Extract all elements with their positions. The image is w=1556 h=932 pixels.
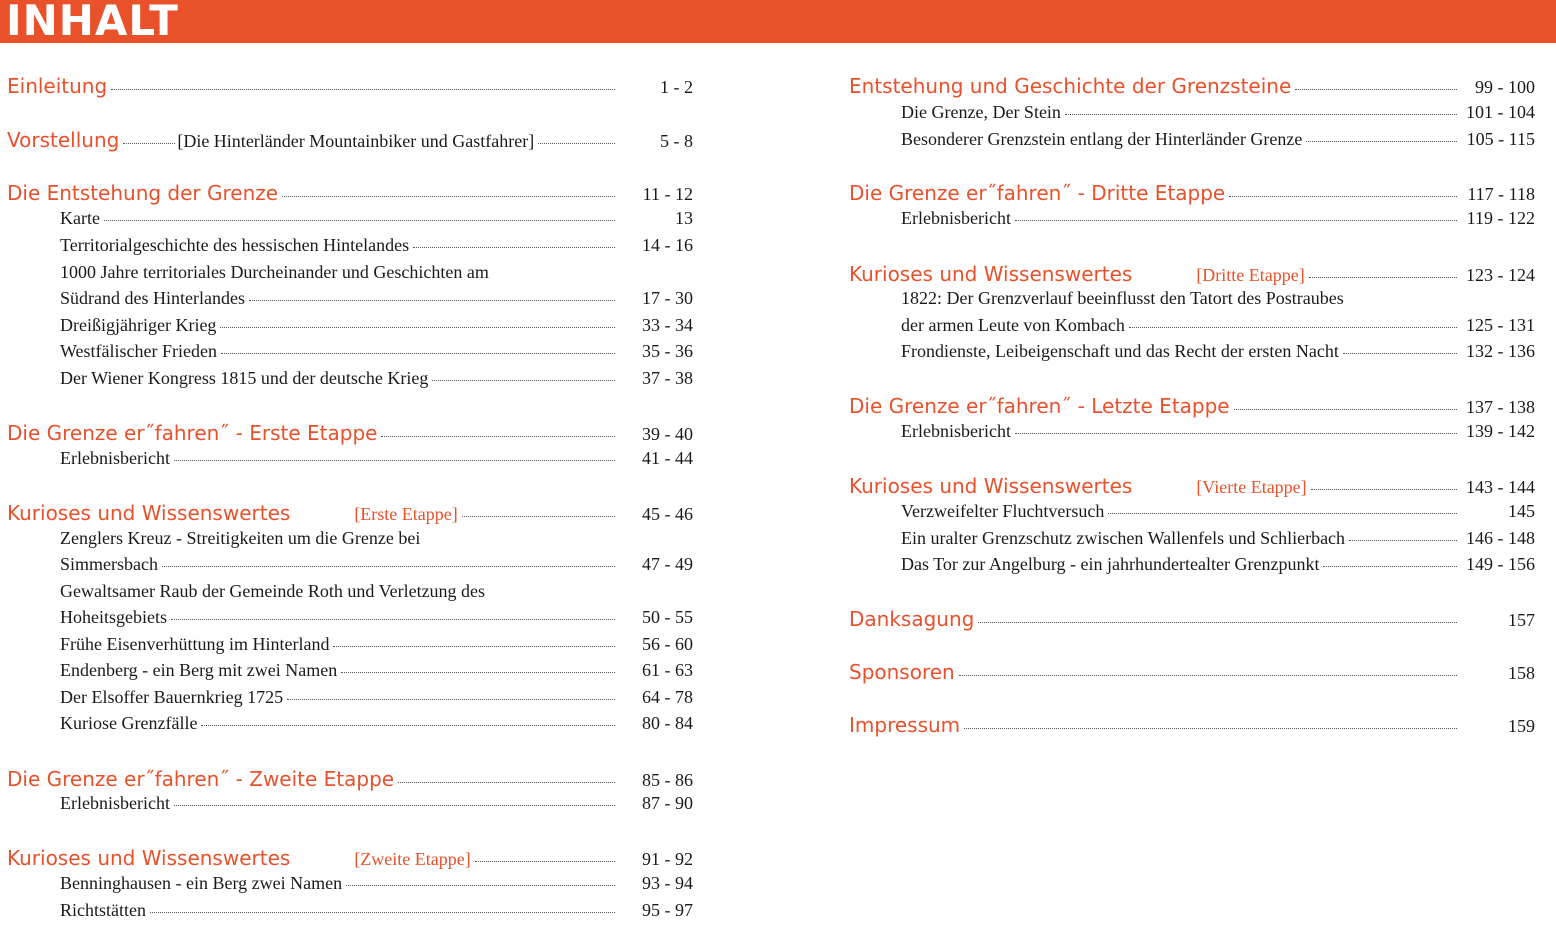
page-title: INHALT [6,0,179,45]
dot-leader [964,728,1457,729]
page-range: 125 - 131 [1466,315,1535,335]
dot-leader [475,861,615,862]
page-range: 137 - 138 [1466,397,1535,417]
page-range: 11 - 12 [642,184,693,204]
toc-section-row [7,846,693,870]
page-range: 99 - 100 [1475,77,1535,97]
toc-item-title: Besonderer Grenzstein entlang der Hinterländer Grenze [901,129,1303,149]
toc-item-row [60,288,693,309]
page-range: 33 - 34 [642,315,693,335]
dot-leader [1129,327,1457,328]
toc-item-row [60,315,693,336]
page-range: 1 - 2 [660,77,693,97]
page-range: 143 - 144 [1466,477,1535,497]
toc-item-title: Zenglers Kreuz - Streitigkeiten um die Grenze bei [60,528,421,548]
toc-item-row [60,448,693,469]
toc-item-title: 1000 Jahre territoriales Durcheinander und Geschichten am [60,262,489,282]
dot-leader [381,436,615,437]
toc-item-line [901,288,1535,309]
dot-leader [1306,141,1457,142]
toc-section-title: Einleitung [7,74,108,98]
toc-item-row [901,102,1535,123]
toc-section-row [849,181,1535,205]
toc-section-subtitle: [Die Hinterländer Mountainbiker und Gastfahrer] [177,131,535,151]
toc-item-title: Der Wiener Kongress 1815 und der deutsche Krieg [60,368,429,388]
toc-section-row [7,421,693,445]
toc-item-row [901,129,1535,150]
dot-leader [538,143,615,144]
toc-item-row [901,501,1535,522]
toc-section-title: Kurioses und Wissenswertes [7,846,291,870]
dot-leader [1323,566,1457,567]
dot-leader [171,619,615,620]
toc-item-row [901,528,1535,549]
dot-leader [341,672,615,673]
toc-item-title: Gewaltsamer Raub der Gemeinde Roth und Verletzung des [60,581,486,601]
dot-leader [1015,433,1457,434]
page-range: 119 - 122 [1466,208,1535,228]
dot-leader [398,782,615,783]
toc-item-line [60,581,693,602]
page-range: 37 - 38 [642,368,693,388]
dot-leader [1343,353,1457,354]
dot-leader [1234,409,1457,410]
page-range: 61 - 63 [642,660,693,680]
toc-item-title: der armen Leute von Kombach [901,315,1125,335]
toc-section-title: Die Grenze er˝fahren˝ - Dritte Etappe [849,181,1226,205]
page-range: 149 - 156 [1466,554,1535,574]
dot-leader [978,622,1457,623]
toc-section-row [849,660,1535,684]
toc-section-subtitle: [Zweite Etappe] [354,849,471,869]
page-range: 139 - 142 [1466,421,1535,441]
dot-leader [150,912,615,913]
page-range: 117 - 118 [1467,184,1535,204]
dot-leader [111,89,615,90]
dot-leader [1309,277,1457,278]
toc-left-column [7,0,693,932]
toc-section-row [849,74,1535,98]
page-range: 5 - 8 [660,131,693,151]
toc-item-title: Richtstätten [60,900,146,920]
toc-section-row [7,128,693,152]
dot-leader [221,353,615,354]
toc-item-row [901,554,1535,575]
dot-leader [249,300,615,301]
toc-item-row [60,607,693,628]
toc-section-row [7,181,693,205]
dot-leader [1349,540,1457,541]
toc-item-row [60,368,693,389]
page-range: 41 - 44 [642,448,693,468]
page-range: 39 - 40 [642,424,693,444]
toc-section-title: Die Grenze er˝fahren˝ - Erste Etappe [7,421,378,445]
toc-section-title: Danksagung [849,607,975,631]
toc-item-row [901,208,1535,229]
toc-item-row [901,421,1535,442]
toc-item-title: Erlebnisbericht [60,448,170,468]
toc-section-row [849,713,1535,737]
toc-section-title: Die Grenze er˝fahren˝ - Letzte Etappe [849,394,1230,418]
dot-leader [1295,89,1457,90]
dot-leader [104,220,615,221]
toc-section-row [7,501,693,525]
toc-item-row [901,315,1535,336]
dot-leader [413,247,615,248]
toc-section-row [849,394,1535,418]
toc-item-title: Frondienste, Leibeigenschaft und das Recht der ersten Nacht [901,341,1339,361]
page-range: 35 - 36 [642,341,693,361]
toc-item-title: Der Elsoffer Bauernkrieg 1725 [60,687,284,707]
toc-section-title: Die Entstehung der Grenze [7,181,279,205]
dot-leader [333,646,615,647]
page-range: 95 - 97 [642,900,693,920]
dot-leader [1015,220,1457,221]
toc-section-row [7,74,693,98]
page-range: 158 [1508,663,1535,683]
toc-item-row [60,235,693,256]
toc-item-title: Benninghausen - ein Berg zwei Namen [60,873,343,893]
dot-leader [346,885,615,886]
toc-right-column [849,0,1535,932]
toc-item-title: Kuriose Grenzfälle [60,713,198,733]
toc-item-row [60,900,693,921]
dot-leader [201,725,615,726]
toc-item-row [60,713,693,734]
toc-item-row [60,341,693,362]
toc-section-row [7,767,693,791]
page-range: 159 [1508,716,1535,736]
toc-section-title: Kurioses und Wissenswertes [849,474,1133,498]
toc-section-subtitle: [Dritte Etappe] [1196,265,1305,285]
toc-section-title: Impressum [849,713,961,737]
toc-section-title: Die Grenze er˝fahren˝ - Zweite Etappe [7,767,395,791]
page-range: 80 - 84 [642,713,693,733]
toc-section-title: Entstehung und Geschichte der Grenzsteine [849,74,1292,98]
toc-section-title: Sponsoren [849,660,955,684]
toc-item-row [60,687,693,708]
page-range: 123 - 124 [1466,265,1535,285]
dot-leader [1229,196,1457,197]
dot-leader [462,516,615,517]
toc-item-title: Westfälischer Frieden [60,341,217,361]
dot-leader [1065,114,1457,115]
dot-leader [282,196,615,197]
page-range: 146 - 148 [1466,528,1535,548]
page-range: 17 - 30 [642,288,693,308]
toc-item-title: Erlebnisbericht [901,208,1011,228]
toc-section-row [849,262,1535,286]
toc-item-row [60,660,693,681]
page-range: 56 - 60 [642,634,693,654]
toc-item-title: Südrand des Hinterlandes [60,288,245,308]
toc-item-row [60,554,693,575]
toc-section-title: Kurioses und Wissenswertes [849,262,1133,286]
dot-leader [959,675,1457,676]
toc-item-title: Karte [60,208,100,228]
toc-section-subtitle: [Erste Etappe] [354,504,458,524]
page-range: 132 - 136 [1466,341,1535,361]
toc-item-row [60,634,693,655]
toc-item-row [60,873,693,894]
toc-item-title: Ein uralter Grenzschutz zwischen Wallenfels und Schlierbach [901,528,1346,548]
page-range: 85 - 86 [642,770,693,790]
dot-leader [174,805,615,806]
page-range: 105 - 115 [1466,129,1535,149]
dot-leader [1311,489,1457,490]
page-range: 157 [1508,610,1535,630]
dot-leader [123,143,175,144]
toc-section-subtitle: [Vierte Etappe] [1196,477,1307,497]
dot-leader [432,380,615,381]
toc-item-title: Verzweifelter Fluchtversuch [901,501,1105,521]
dot-leader [220,327,615,328]
dot-leader [1108,513,1457,514]
toc-item-title: Frühe Eisenverhüttung im Hinterland [60,634,330,654]
toc-item-title: Endenberg - ein Berg mit zwei Namen [60,660,338,680]
toc-item-line [60,262,693,283]
page-range: 93 - 94 [642,873,693,893]
toc-item-line [60,528,693,549]
page-range: 101 - 104 [1466,102,1535,122]
page-range: 145 [1508,501,1535,521]
page-range: 50 - 55 [642,607,693,627]
toc-item-title: Erlebnisbericht [901,421,1011,441]
page-range: 64 - 78 [642,687,693,707]
toc-item-row [60,208,693,229]
toc-section-row [849,474,1535,498]
toc-item-title: Erlebnisbericht [60,793,170,813]
toc-item-title: Die Grenze, Der Stein [901,102,1061,122]
toc-item-title: Hoheitsgebiets [60,607,167,627]
page-range: 87 - 90 [642,793,693,813]
dot-leader [162,566,615,567]
toc-item-title: Simmersbach [60,554,158,574]
page-range: 45 - 46 [642,504,693,524]
toc-section-title: Vorstellung [7,128,120,152]
page-range: 13 [675,208,693,228]
toc-item-title: Territorialgeschichte des hessischen Hintelandes [60,235,410,255]
page-range: 47 - 49 [642,554,693,574]
toc-item-title: Dreißigjähriger Krieg [60,315,217,335]
toc-item-title: 1822: Der Grenzverlauf beeinflusst den Tatort des Postraubes [901,288,1344,308]
toc-item-row [60,793,693,814]
toc-section-row [849,607,1535,631]
toc-item-title: Das Tor zur Angelburg - ein jahrhundertealter Grenzpunkt [901,554,1320,574]
dot-leader [287,699,615,700]
page-range: 14 - 16 [642,235,693,255]
toc-item-row [901,341,1535,362]
toc-section-title: Kurioses und Wissenswertes [7,501,291,525]
dot-leader [174,460,615,461]
page-range: 91 - 92 [642,849,693,869]
